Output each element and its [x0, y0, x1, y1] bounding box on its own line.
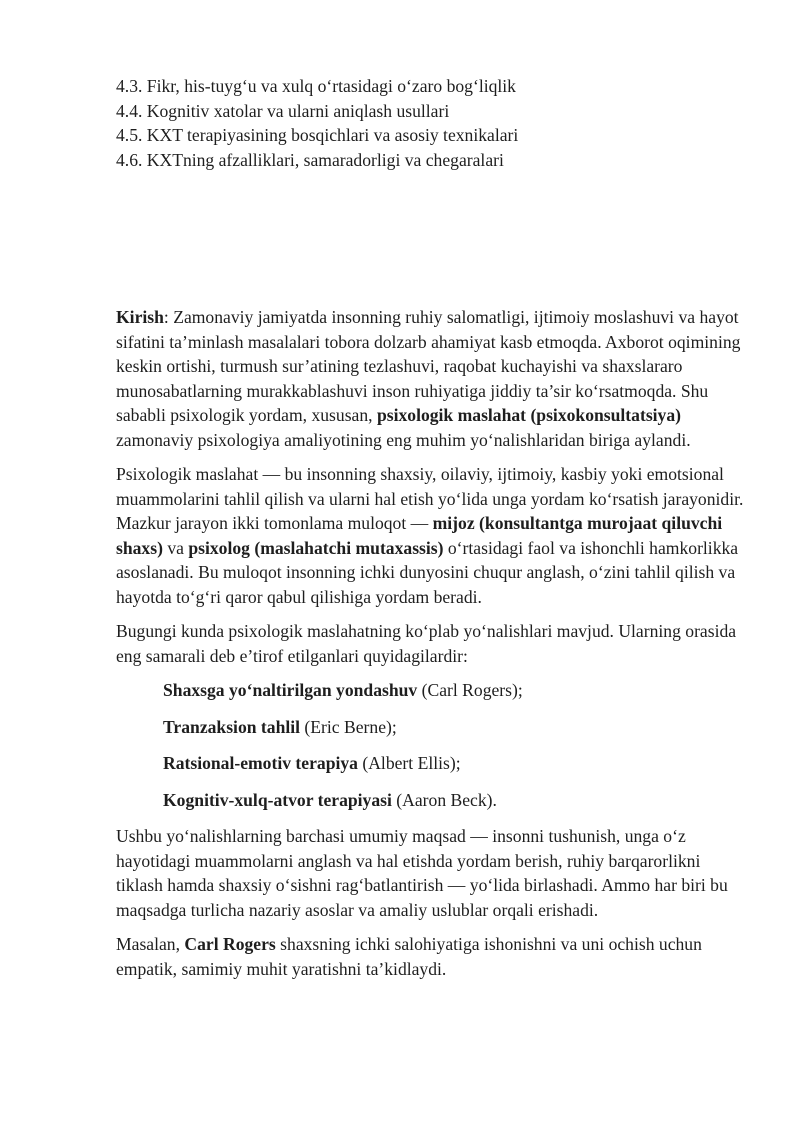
- approach-author: (Albert Ellis);: [357, 753, 461, 773]
- bold-term: Carl Rogers: [184, 934, 276, 954]
- intro-paragraph: Kirish: Zamonaviy jamiyatda insonning ruhiy salomatligi, ijtimoiy moslashuvi va hayot sifatini ta’minlash masalalari tobora dolzarb ahamiyat kasb etmoqda. Axborot oqimining keskin ortishi, turmush sur’atining tezlashuvi, raqobat kuchayishi va shaxslararo munosabatlarning murakkablashuvi inson ruhiyatiga jiddiy ta’sir ko‘rsatmoqda. Shu sababli psixologik yordam, xususan, psixologik maslahat (psixokonsultatsiya) zamonaviy psixologiya amaliyotining eng muhim yo‘nalishlaridan biriga aylandi.: [116, 307, 741, 450]
- approach-item: [116, 715, 746, 740]
- approach-name: Ratsional-emotiv terapiya: [163, 753, 358, 773]
- bold-term: psixologik maslahat (psixokonsultatsiya): [376, 405, 682, 425]
- approach-author: (Carl Rogers);: [417, 680, 523, 700]
- bold-term: psixolog (maslahatchi mutaxassis): [188, 537, 444, 558]
- approach-name: Shaxsga yo‘naltirilgan yondashuv: [163, 680, 418, 700]
- approaches-intro-paragraph: Bugungi kunda psixologik maslahatning ko‘plab yo‘nalishlari mavjud. Ularning orasida eng samarali deb e’tirof etilganlari quyidagilardir:: [116, 621, 737, 666]
- toc-item: 4.3. Fikr, his-tuyg‘u va xulq o‘rtasidagi o‘zaro bog‘liqlik: [116, 76, 516, 96]
- definition-paragraph: Psixologik maslahat — bu insonning shaxsiy, oilaviy, ijtimoiy, kasbiy yoki emotsional muammolarini tahlil qilish va ularni hal etish yo‘lida unga yordam ko‘rsatish jarayonidir. Mazkur jarayon ikki tomonlama muloqot — mijoz (konsultantga murojaat qiluvchi shaxs) va psixolog (maslahatchi mutaxassis) o‘rtasidagi faol va ishonchli hamkorlikka asoslanadi. Bu muloqot insonning ichki dunyosini chuqur anglash, o‘zini tahlil qilish va hayotda to‘g‘ri qaror qabul qilishiga yordam beradi.: [116, 464, 744, 607]
- document-body: [116, 305, 746, 991]
- toc-item: 4.6. KXTning afzalliklari, samaradorligi va chegaralari: [116, 149, 504, 170]
- approach-name: Kognitiv-xulq-atvor terapiyasi: [163, 789, 392, 810]
- intro-label: Kirish: [116, 307, 164, 327]
- toc-item: 4.4. Kognitiv xatolar va ularni aniqlash usullari: [116, 100, 450, 121]
- approach-item: [116, 788, 746, 813]
- approach-name: Tranzaksion tahlil: [163, 716, 301, 737]
- example-paragraph: Masalan, Carl Rogers shaxsning ichki salohiyatiga ishonishni va uni ochish uchun empatik, samimiy muhit yaratishni ta’kidlaydi.: [116, 934, 702, 979]
- approach-item: [116, 678, 746, 703]
- approach-author: (Eric Berne);: [300, 716, 397, 737]
- bold-term: mijoz (konsultantga murojaat qiluvchi shaxs): [116, 513, 723, 558]
- approach-item: [116, 751, 746, 776]
- approach-author: (Aaron Beck).: [391, 789, 497, 810]
- summary-paragraph: Ushbu yo‘nalishlarning barchasi umumiy maqsad — insonni tushunish, unga o‘z hayotidagi muammolarni anglash va hal etishda yordam berish, ruhiy barqarorlikni tiklash hamda shaxsiy o‘sishni rag‘batlantirish — yo‘lida birlashadi. Ammo har biri bu maqsadga turlicha nazariy asoslar va amaliy uslublar orqali erishadi.: [116, 826, 728, 920]
- toc-item: 4.5. KXT terapiyasining bosqichlari va asosiy texnikalari: [116, 125, 519, 145]
- table-of-contents: [116, 74, 756, 172]
